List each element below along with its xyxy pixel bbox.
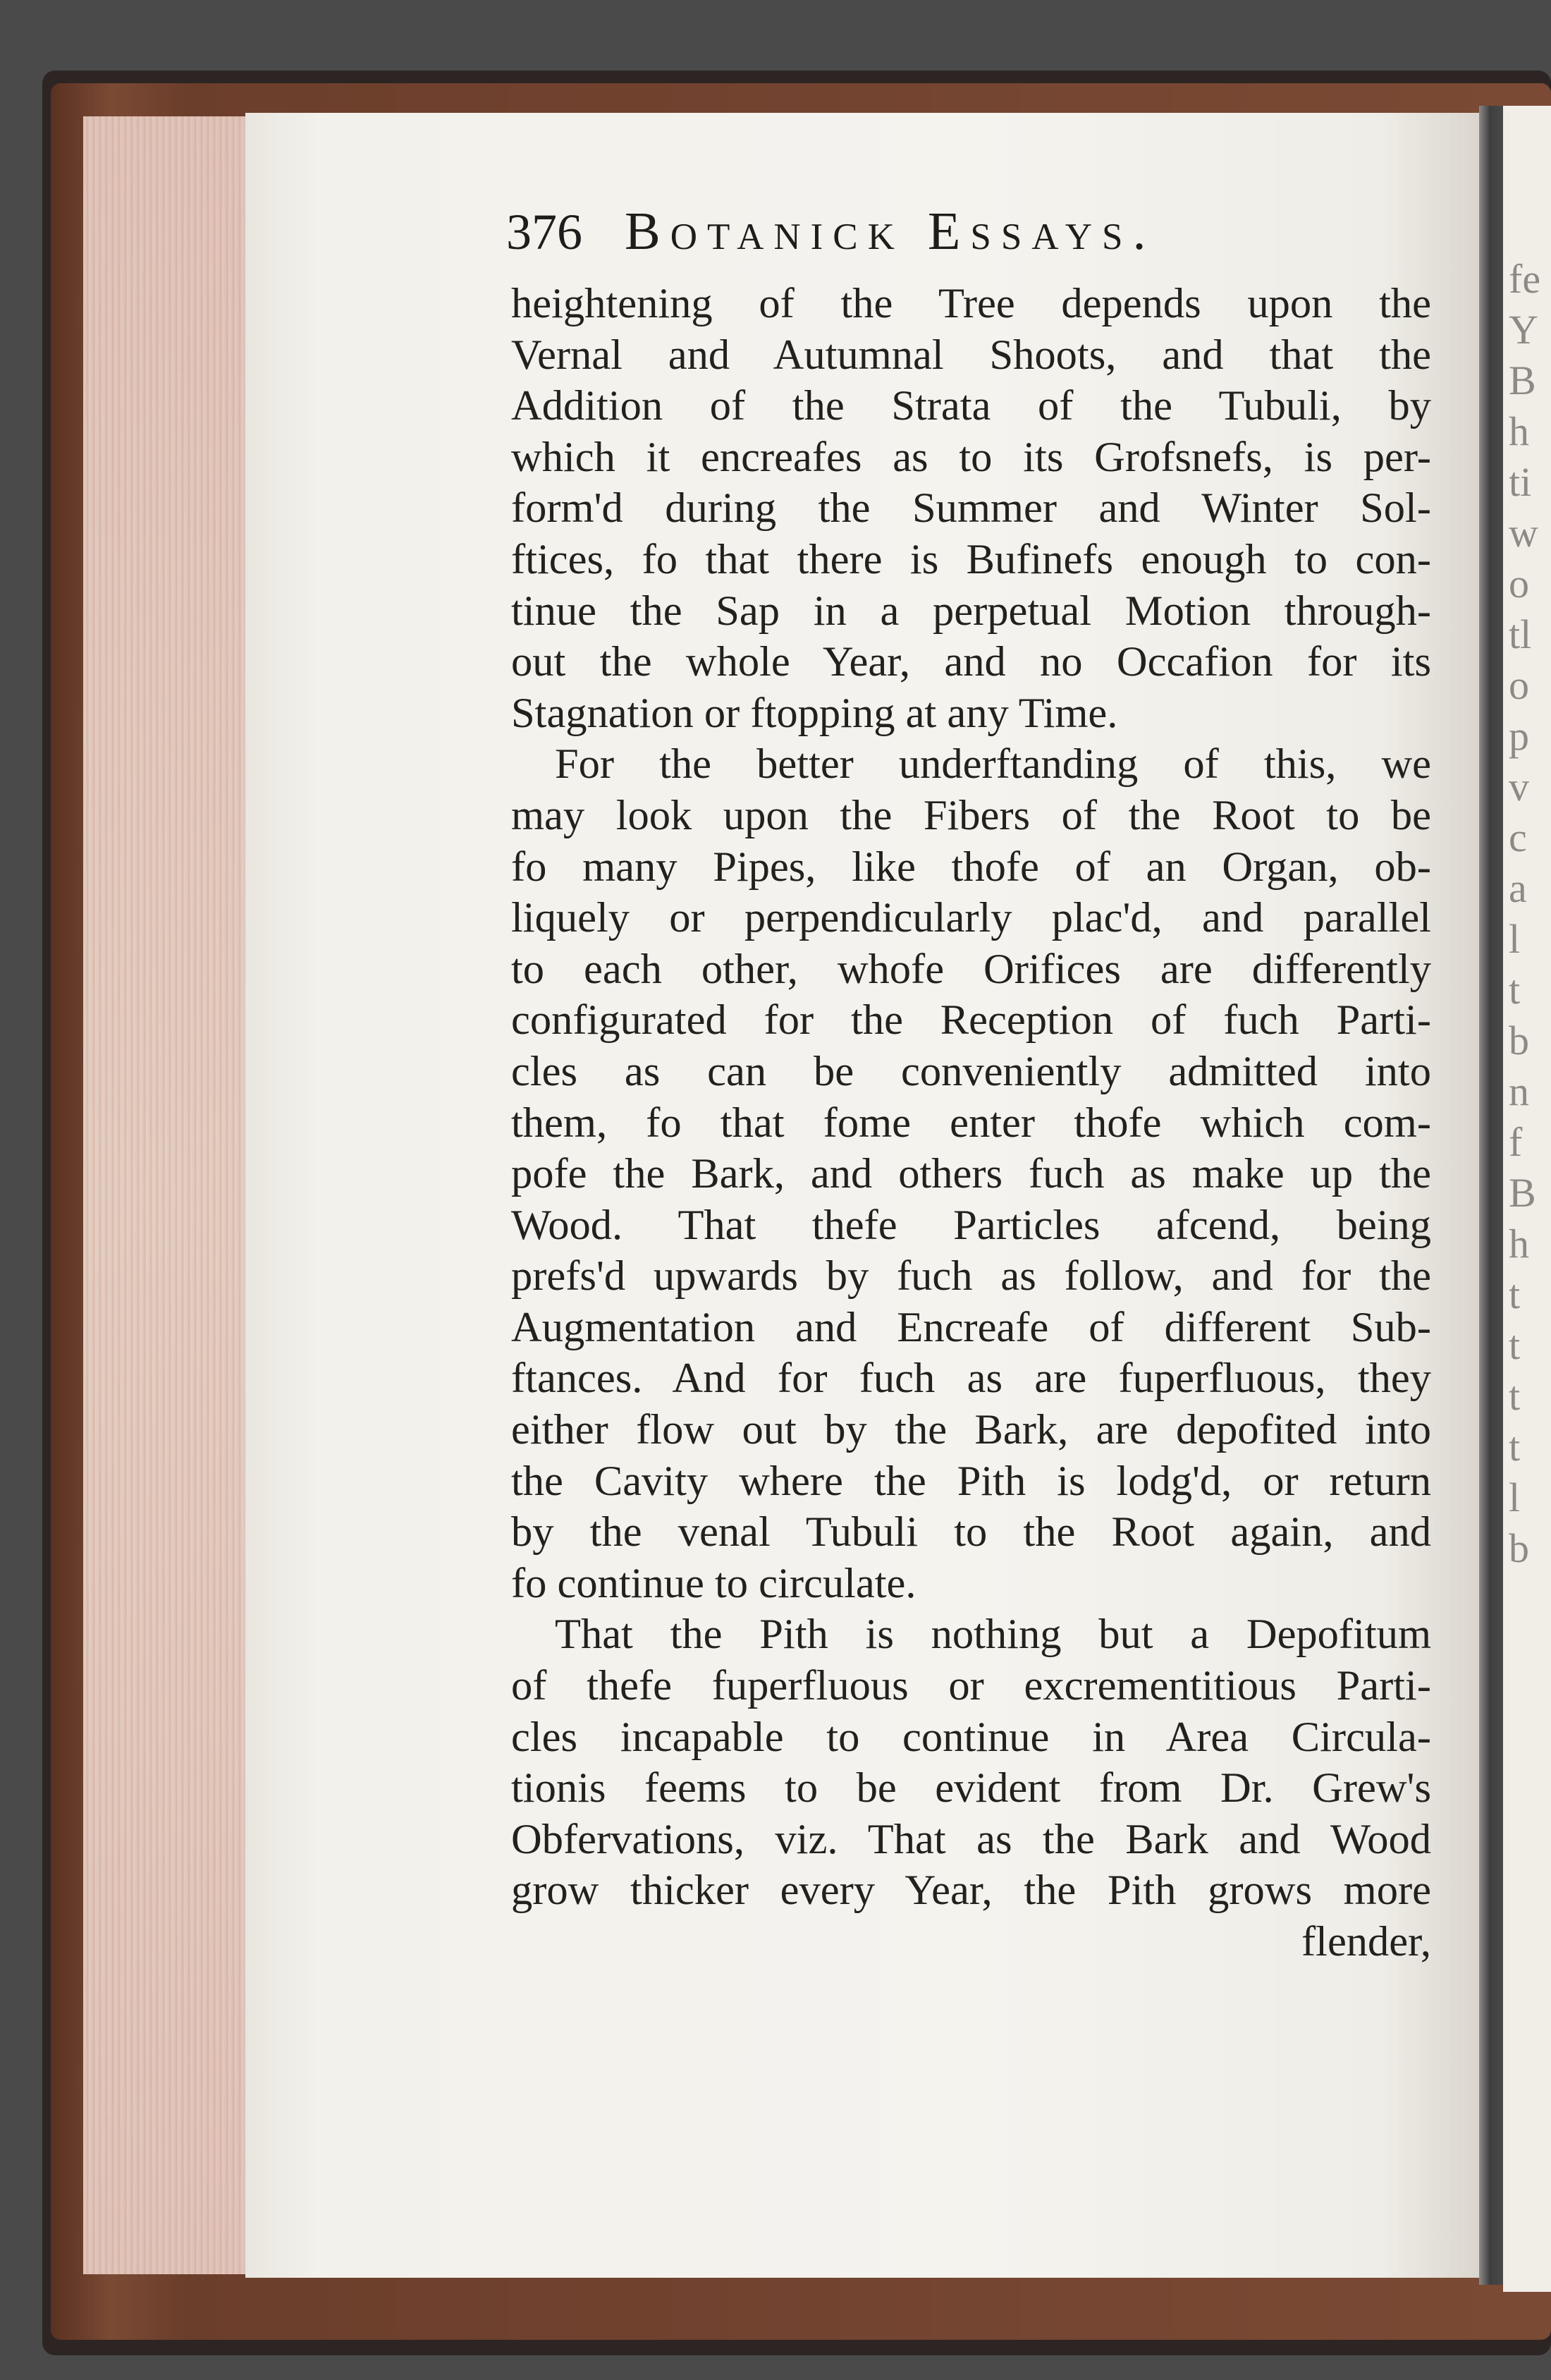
text-line: cles as can be conveniently admitted into xyxy=(511,1047,1431,1095)
page-edges-tint xyxy=(83,116,245,2274)
facing-page-letter: w xyxy=(1509,510,1538,556)
facing-page-letter: n xyxy=(1509,1068,1529,1114)
text-line: ftances. And for fuch as are fuperfluous, they xyxy=(511,1355,1431,1403)
text-line: prefs'd upwards by fuch as follow, and for the xyxy=(511,1252,1431,1300)
book-gutter xyxy=(1479,106,1503,2285)
text-line: ftices, fo that there is Bufinefs enough to con- xyxy=(511,535,1431,583)
text-line: to each other, whofe Orifices are differently xyxy=(511,945,1431,993)
facing-page-letter: B xyxy=(1509,358,1536,403)
text-line: Wood. That thefe Particles afcend, being xyxy=(511,1201,1431,1249)
text-line: grow thicker every Year, the Pith grows more xyxy=(511,1867,1431,1915)
page-header xyxy=(506,201,1423,264)
facing-page-letter: t xyxy=(1509,1424,1521,1470)
facing-page-text xyxy=(1509,254,1551,2158)
text-line: them, fo that fome enter thofe which com- xyxy=(511,1099,1431,1147)
text-line: of thefe fuperfluous or excrementitious Parti- xyxy=(511,1662,1431,1710)
facing-page-letter: a xyxy=(1509,865,1527,911)
text-line: liquely or perpendicularly plac'd, and parallel xyxy=(511,894,1431,942)
facing-page-letter: tl xyxy=(1509,611,1532,657)
facing-page-letter: t xyxy=(1509,1373,1521,1419)
text-line: Addition of the Strata of the Tubuli, by xyxy=(511,382,1431,430)
facing-page-letter: t xyxy=(1509,1322,1521,1368)
text-line: pofe the Bark, and others fuch as make up the xyxy=(511,1150,1431,1198)
text-line: fo continue to circulate. xyxy=(511,1559,916,1607)
facing-page-letter: l xyxy=(1509,916,1521,962)
facing-page-letter: h xyxy=(1509,408,1529,454)
text-line: the Cavity where the Pith is lodg'd, or return xyxy=(511,1457,1431,1505)
facing-page-letter: t xyxy=(1509,967,1521,1013)
facing-page-letter: p xyxy=(1509,713,1529,759)
text-line: by the venal Tubuli to the Root again, and xyxy=(511,1508,1431,1556)
facing-page-letter: b xyxy=(1509,1018,1529,1063)
facing-page-letter: c xyxy=(1509,814,1527,860)
text-line: Vernal and Autumnal Shoots, and that the xyxy=(511,331,1431,379)
facing-page-letter: o xyxy=(1509,662,1529,708)
text-line: which it encreafes as to its Grofsnefs, is per- xyxy=(511,433,1431,481)
facing-page-letter: ti xyxy=(1509,459,1532,505)
facing-page-letter: h xyxy=(1509,1221,1529,1267)
running-title: Botanick Essays. xyxy=(625,202,1156,261)
text-line: form'd during the Summer and Winter Sol- xyxy=(511,484,1431,532)
facing-page-letter: b xyxy=(1509,1525,1529,1571)
text-line: fo many Pipes, like thofe of an Organ, ob- xyxy=(511,843,1431,891)
text-line: configurated for the Reception of fuch Parti- xyxy=(511,996,1431,1044)
catchword: flender, xyxy=(1301,1918,1431,1965)
text-line: out the whole Year, and no Occafion for its xyxy=(511,638,1431,686)
facing-page-letter: fe xyxy=(1509,256,1541,302)
text-line: That the Pith is nothing but a Depofitum xyxy=(555,1611,1431,1659)
body-text xyxy=(511,279,1431,1968)
text-line: Obfervations, viz. That as the Bark and Wood xyxy=(511,1815,1431,1863)
text-line: Stagnation or ftopping at any Time. xyxy=(511,689,1118,737)
facing-page-letter: Y xyxy=(1509,307,1538,353)
facing-page-letter: B xyxy=(1509,1170,1536,1216)
text-line: cles incapable to continue in Area Circula- xyxy=(511,1713,1431,1761)
text-line: either flow out by the Bark, are depofited into xyxy=(511,1406,1431,1454)
page-number: 376 xyxy=(506,204,582,260)
text-line: may look upon the Fibers of the Root to be xyxy=(511,791,1431,839)
facing-page-letter: t xyxy=(1509,1271,1521,1317)
text-line: Augmentation and Encreafe of different Sub- xyxy=(511,1303,1431,1351)
facing-page-letter: f xyxy=(1509,1119,1523,1165)
facing-page-letter: o xyxy=(1509,561,1529,606)
text-line: tinue the Sap in a perpetual Motion through- xyxy=(511,587,1431,635)
text-line: For the better underftanding of this, we xyxy=(555,740,1431,788)
facing-page-letter: l xyxy=(1509,1475,1521,1520)
text-line: heightening of the Tree depends upon the xyxy=(511,280,1431,327)
text-line: tionis feems to be evident from Dr. Grew's xyxy=(511,1764,1431,1812)
facing-page-letter: v xyxy=(1509,764,1529,810)
